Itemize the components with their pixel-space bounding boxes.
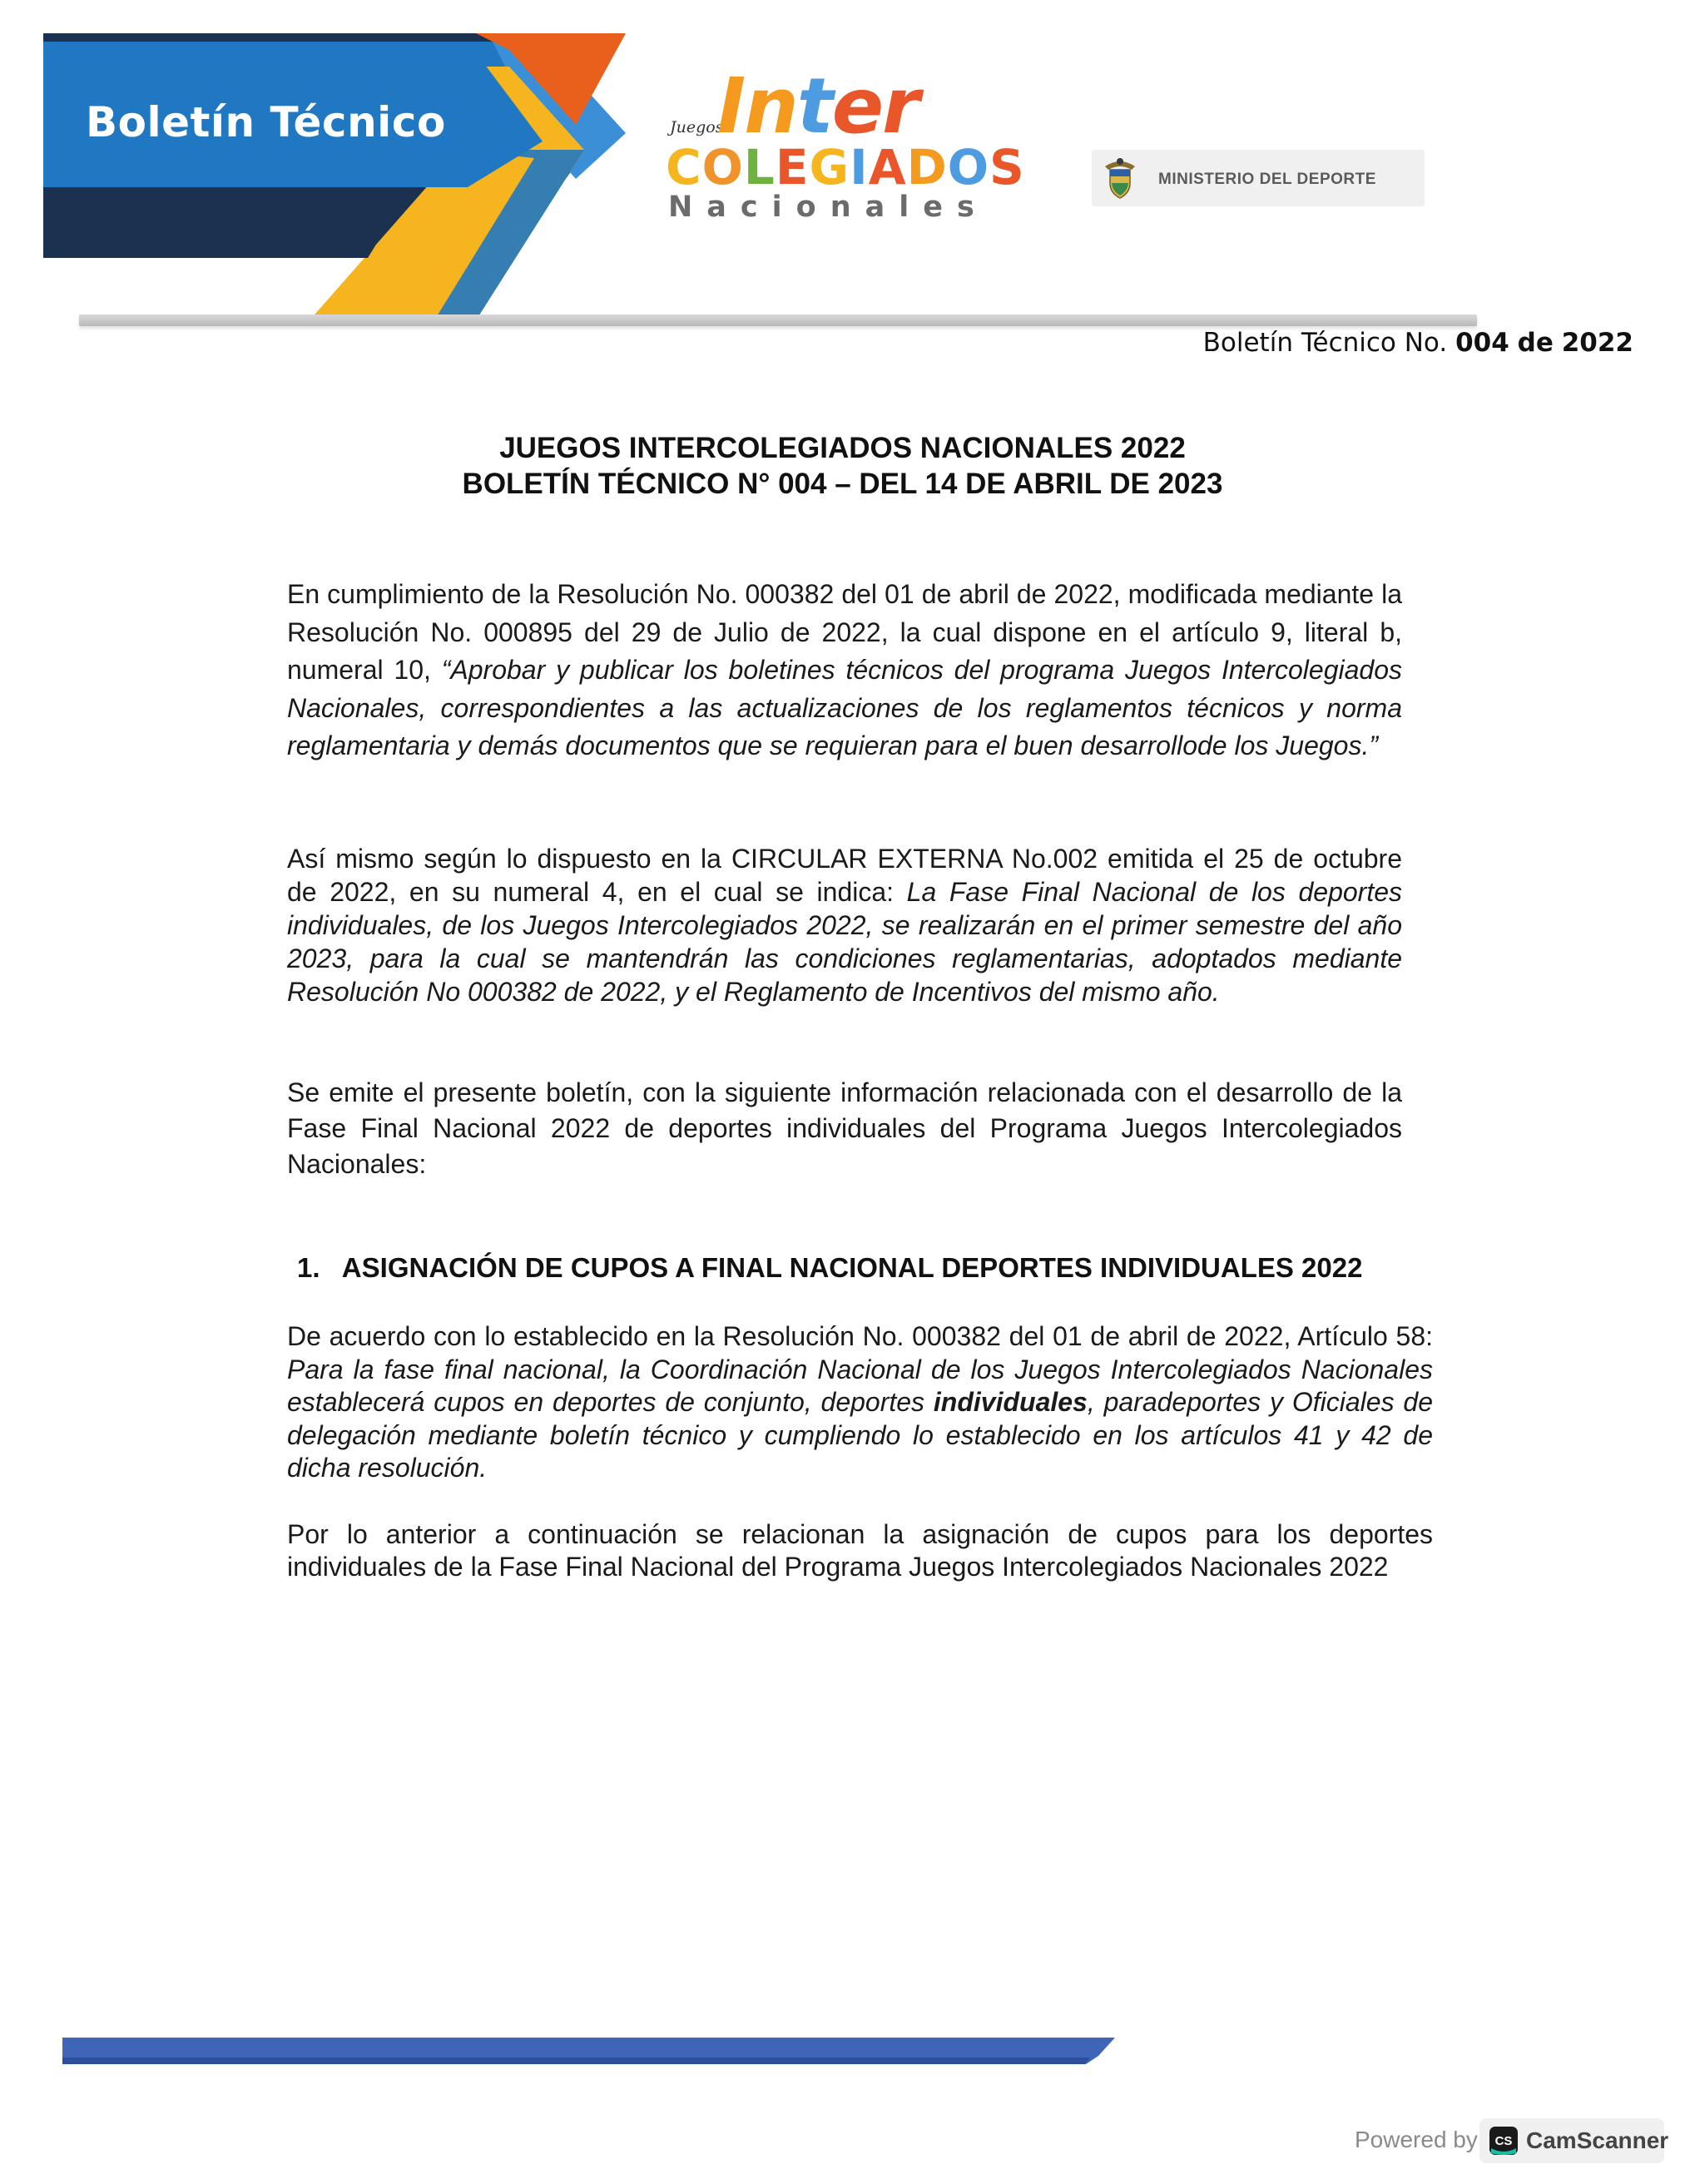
logo-letter: G [809, 139, 850, 196]
logo-colegiados-text [666, 139, 1025, 196]
title-line-1: JUEGOS INTERCOLEGIADOS NACIONALES 2022 [499, 432, 1186, 464]
paragraph-quote: , paradeportes y Oficiales de delegación mediante boletín técnico y cumpliendo lo establecido en los artículos 41 y 42 de dicha resolución. [287, 1387, 1434, 1483]
logo-letter: I [850, 139, 869, 196]
bulletin-ref-year: 2022 [1561, 328, 1633, 358]
logo-inter-part: t [796, 62, 832, 151]
logo-juegos-text: Juegos [670, 118, 724, 136]
camscanner-icon-text: CS [1494, 2134, 1513, 2148]
paragraph-text: De acuerdo con lo establecido en la Resolución No. 000382 del 01 de abril de 2022, Artículo 58: [287, 1321, 1433, 1351]
paragraph-circular [287, 842, 1402, 1008]
banner-title: Boletín Técnico [86, 98, 446, 146]
paragraph-text: Así mismo según lo dispuesto en la CIRCULAR EXTERNA No.002 emitida el 25 de octubre de 2022, en su numeral 4, en el cual se indica: [287, 844, 1402, 907]
logo-letter: O [701, 139, 744, 196]
document-title [0, 430, 1685, 502]
camscanner-icon [1489, 2127, 1518, 2155]
logo-letter: E [775, 139, 810, 196]
header-divider [79, 314, 1477, 326]
paragraph-quote: Para la fase final nacional, la Coordinación Nacional de los Juegos Intercolegiados Nacionales establecerá cupos en deportes de conjunto, deportes [287, 1354, 1433, 1417]
header-banner [43, 33, 626, 320]
ministerio-label: MINISTERIO DEL DEPORTE [1158, 171, 1376, 188]
paragraph-article-58 [287, 1320, 1433, 1485]
section-heading-1: 1. ASIGNACIÓN DE CUPOS A FINAL NACIONAL DEPORTES INDIVIDUALES 2022 [297, 1252, 1363, 1283]
logo-inter-text [717, 62, 919, 151]
coat-of-arms-icon [1100, 155, 1140, 201]
camscanner-name: CamScanner [1526, 2127, 1669, 2153]
paragraph-text: En cumplimiento de la Resolución No. 000382 del 01 de abril de 2022, modificada mediante la Resolución No. 000895 del 29 de Julio de 2022, la cual dispone en el artículo 9, literal b, numeral 10, [287, 579, 1402, 685]
paragraph-intro: Se emite el presente boletín, con la siguiente información relacionada con el desarrollo de la Fase Final Nacional 2022 de deportes individuales del Programa Juegos Intercolegiados Nacionales: [287, 1077, 1402, 1179]
bulletin-ref-number: 004 [1455, 328, 1509, 358]
logo-letter: C [666, 139, 702, 196]
paragraph-quote: La Fase Final Nacional de los deportes individuales, de los Juegos Intercolegiados 2022, se realizarán en el primer semestre del año 2023, para la cual se mantendrán las condiciones reglamentarias, adoptados mediante Resolución No 000382 de 2022, y el Reglamento de Incentivos del mismo año. [287, 877, 1403, 1007]
bulletin-reference [1203, 328, 1633, 358]
logo-letter: L [743, 139, 776, 196]
logo-letter: D [906, 139, 948, 196]
paragraph-emphasis: individuales [933, 1387, 1088, 1417]
title-line-2: BOLETÍN TÉCNICO N° 004 – DEL 14 DE ABRIL DE 2023 [462, 468, 1223, 500]
logo-inter-part: In [717, 62, 797, 151]
logo-letter: A [868, 139, 907, 196]
footer-bar [62, 2038, 1115, 2064]
paragraph-resolution [287, 576, 1402, 765]
powered-by-label: Powered by [1355, 2127, 1478, 2152]
paragraph-quote: “Aprobar y publicar los boletines técnicos del programa Juegos Intercolegiados Nacionales, correspondientes a las actualizaciones de los reglamentos técnicos y norma reglamentaria y demás documentos que se requieran para el buen desarrollode los Juegos.” [287, 655, 1403, 760]
bulletin-ref-de: de [1517, 328, 1554, 358]
logo-nacionales-text: Nacionales [668, 191, 989, 224]
logo-inter-part: er [831, 62, 919, 151]
paragraph-cupos: Por lo anterior a continuación se relacionan la asignación de cupos para los deportes individuales de la Fase Final Nacional del Programa Juegos Intercolegiados Nacionales 2022 [287, 1519, 1433, 1582]
logo-letter: O [947, 139, 990, 196]
logo-letter: S [989, 139, 1025, 196]
bulletin-ref-prefix: Boletín Técnico No. [1202, 328, 1448, 358]
